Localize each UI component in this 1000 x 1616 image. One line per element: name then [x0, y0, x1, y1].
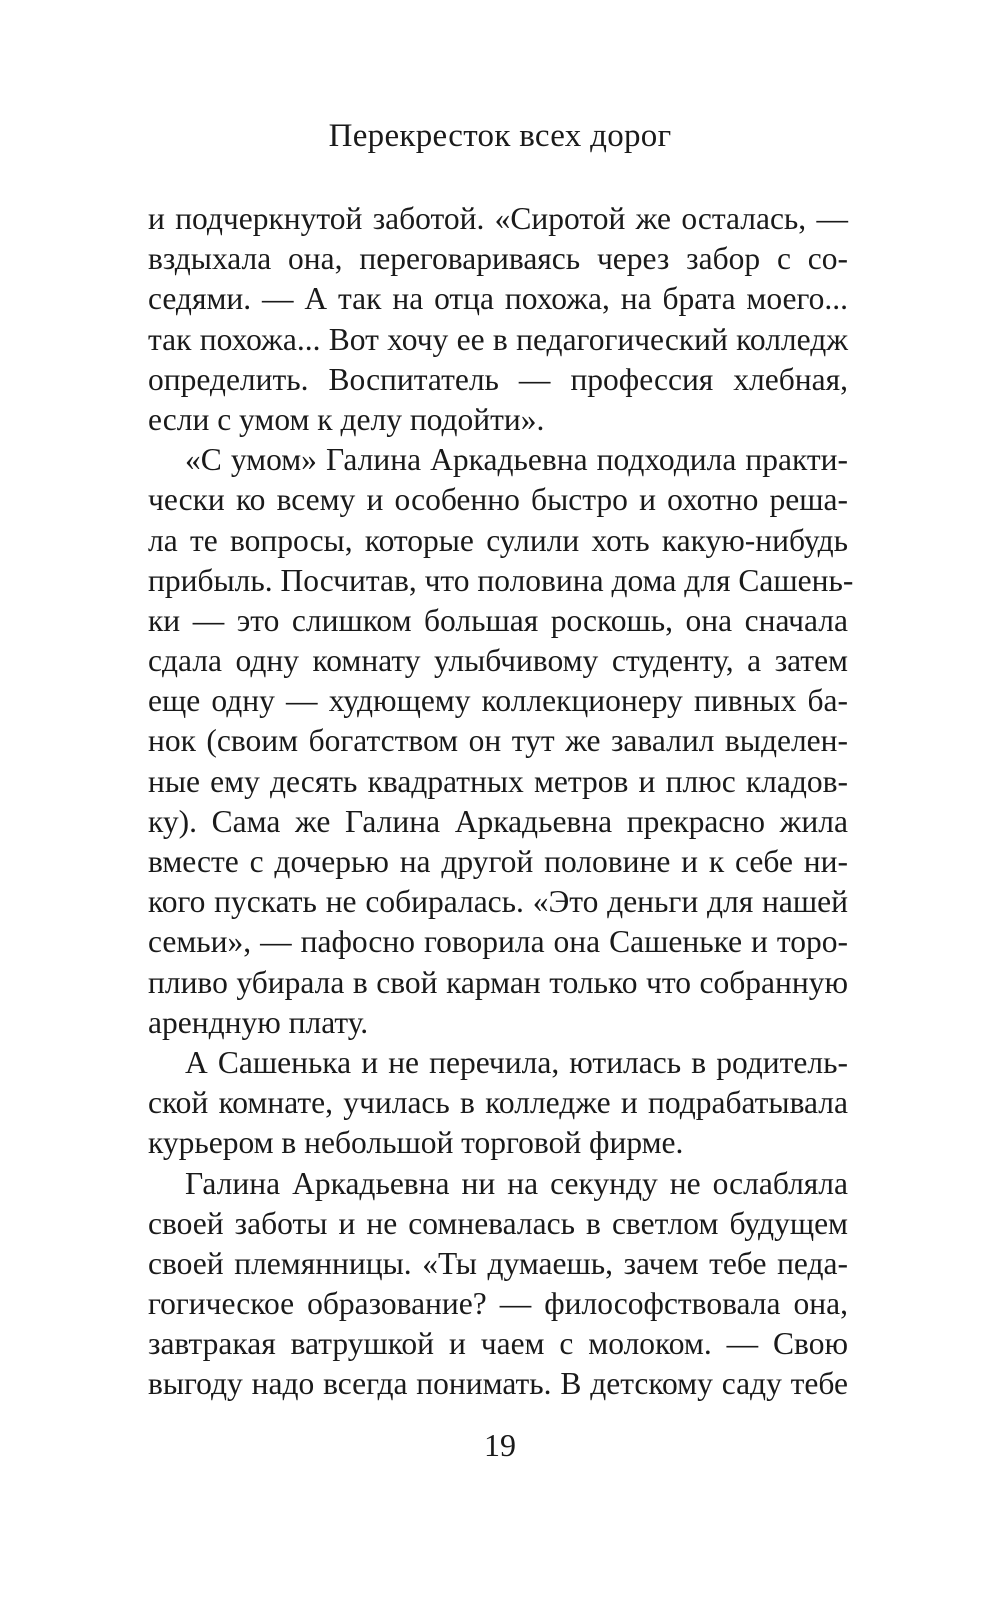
paragraph-first-line: Галина Аркадьевна ни на секунду не ослабляла	[185, 1165, 848, 1201]
text-line: кого пускать не собиралась. «Это деньги для нашей	[148, 884, 848, 920]
text-line: сдала одну комнату улыбчивому студенту, а затем	[148, 643, 848, 679]
text-line: арендную плату.	[148, 1004, 369, 1040]
text-line: курьером в небольшой торговой фирме.	[148, 1125, 684, 1161]
text-line: седями. — А так на отца похожа, на брата моего...	[148, 281, 848, 317]
text-line: вздыхала она, переговариваясь через забор с со-	[148, 241, 848, 277]
text-line: ла те вопросы, которые сулили хоть какую-нибудь	[148, 522, 848, 558]
body-text	[148, 199, 854, 1405]
text-line: выгоду надо всегда понимать. В детскому саду тебе	[148, 1366, 848, 1402]
text-line: и подчеркнутой заботой. «Сиротой же осталась, —	[148, 201, 848, 236]
text-line: если с умом к делу подойти».	[148, 401, 545, 437]
paragraph-first-line: А Сашенька и не перечила, ютилась в родитель-	[185, 1044, 848, 1080]
text-line: чески ко всему и особенно быстро и охотно реша-	[148, 482, 848, 518]
running-header-title: Перекресток всех дорог	[328, 118, 672, 154]
text-line: вместе с дочерью на другой половине и к себе ни-	[148, 844, 848, 879]
text-line: еще одну — худющему коллекционеру пивных ба-	[148, 683, 848, 719]
text-line: гогическое образование? — философствовала она,	[148, 1286, 848, 1322]
page-number: 19	[484, 1427, 516, 1463]
text-line: своей племянницы. «Ты думаешь, зачем тебе педа-	[148, 1245, 848, 1281]
text-line: ку). Сама же Галина Аркадьевна прекрасно жила	[148, 803, 848, 839]
text-line: ки — это слишком большая роскошь, она сначала	[148, 602, 848, 638]
paragraph-first-line: «С умом» Галина Аркадьевна подходила практи-	[185, 442, 848, 478]
text-line: ской комнате, училась в колледже и подрабатывала	[148, 1085, 848, 1121]
text-line: нок (своим богатством он тут же завалил выделен-	[148, 723, 848, 759]
text-line: определить. Воспитатель — профессия хлебная,	[148, 361, 848, 397]
text-line: семьи», — пафосно говорила она Сашеньке и торо-	[148, 924, 848, 960]
text-line: ные ему десять квадратных метров и плюс кладов-	[148, 763, 848, 799]
text-line: пливо убирала в свой карман только что собранную	[148, 964, 848, 1000]
text-line: своей заботы и не сомневалась в светлом будущем	[148, 1205, 848, 1241]
text-line: прибыль. Посчитав, что половина дома для Сашень-	[148, 562, 854, 598]
text-line: так похожа... Вот хочу ее в педагогический колледж	[148, 321, 848, 357]
text-line: завтракая ватрушкой и чаем с молоком. — Свою	[148, 1326, 848, 1362]
